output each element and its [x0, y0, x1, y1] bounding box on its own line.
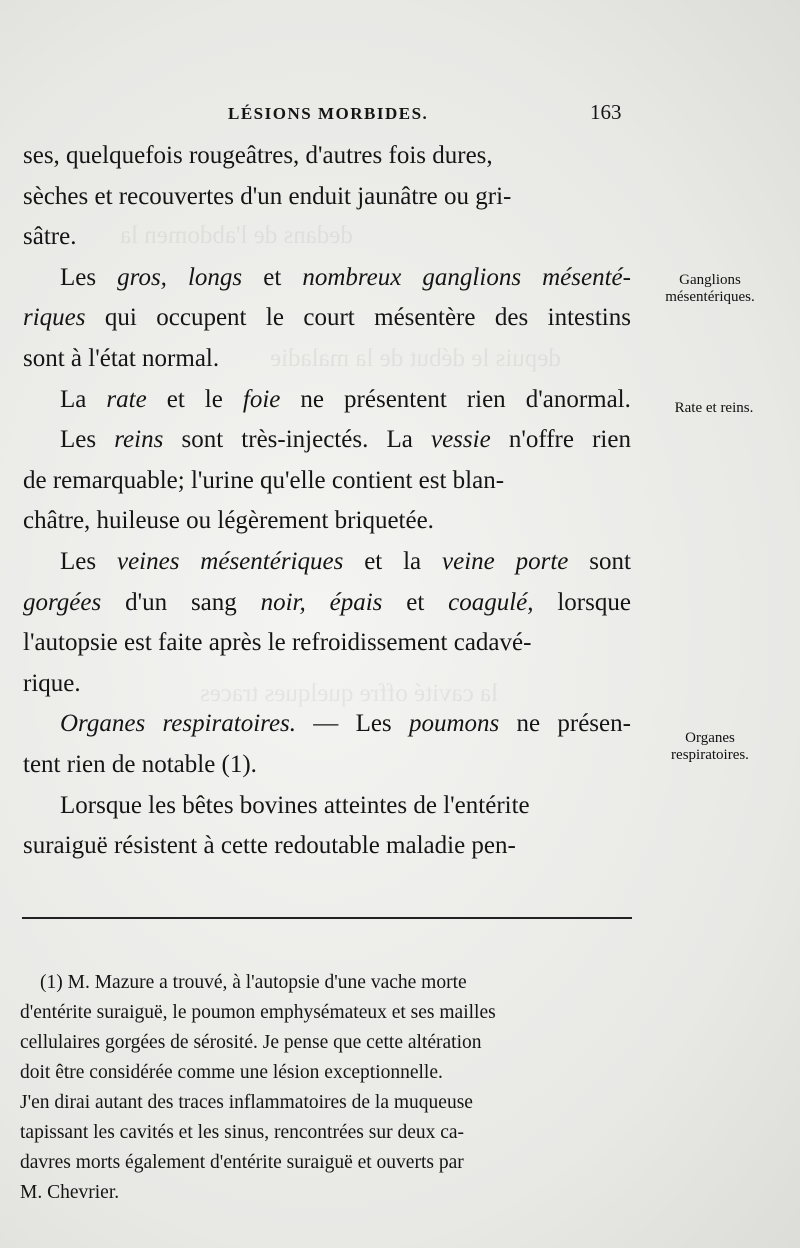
running-title: LÉSIONS MORBIDES.	[228, 104, 429, 123]
margin-note-organes	[640, 730, 780, 764]
show-through-text: la cavité offre quelques traces	[200, 680, 498, 707]
text-line-italic-terms: riques qui occupent le court mésentère des intestins	[23, 304, 631, 332]
text-line: sèches et recouvertes d'un enduit jaunâtre ou gri-	[23, 182, 512, 210]
footnote-line: (1) M. Mazure a trouvé, à l'autopsie d'une vache morte	[40, 972, 467, 993]
text-line-italic-terms: Les gros, longs et nombreux ganglions mésenté-	[60, 263, 631, 291]
text-line-italic-terms: gorgées d'un sang noir, épais et coagulé, lorsque	[23, 588, 631, 616]
text-line: de remarquable; l'urine qu'elle contient est blan-	[23, 466, 505, 494]
margin-note-line: respiratoires.	[671, 747, 749, 763]
show-through-text: dedans de l'abdomen la	[120, 222, 353, 249]
footnote-line: davres morts également d'entérite suraiguë et ouverts par	[20, 1152, 464, 1173]
margin-note-ganglions	[640, 272, 780, 306]
page-number: 163	[590, 100, 622, 124]
text-line: sont à l'état normal.	[23, 344, 220, 372]
text-line: l'autopsie est faite après le refroidissement cadavé-	[23, 629, 532, 657]
text-line: rique.	[23, 669, 81, 697]
footnote-rule	[22, 917, 632, 919]
text-line-italic-terms: Les veines mésentériques et la veine porte sont	[60, 547, 631, 575]
text-line: suraiguë résistent à cette redoutable maladie pen-	[23, 832, 516, 860]
text-line-italic-terms: Organes respiratoires. — Les poumons ne présen-	[60, 710, 631, 738]
footnote-line: tapissant les cavités et les sinus, rencontrées sur deux ca-	[20, 1122, 465, 1143]
footnote-line: M. Chevrier.	[20, 1182, 120, 1203]
text-line: Lorsque les bêtes bovines atteintes de l'entérite	[60, 791, 530, 819]
margin-note-rate	[644, 400, 784, 417]
show-through-text: depuis le début de la maladie	[270, 345, 561, 372]
text-line: châtre, huileuse ou légèrement briquetée.	[23, 507, 434, 535]
text-line-italic-terms: La rate et le foie ne présentent rien d'anormal.	[60, 385, 631, 413]
text-line: tent rien de notable (1).	[23, 750, 257, 778]
margin-note-line: Rate et reins.	[674, 400, 754, 416]
margin-note-line: Organes	[685, 730, 735, 746]
margin-note-line: mésentériques.	[665, 289, 755, 305]
text-line-italic-terms: Les reins sont très-injectés. La vessie n'offre rien	[60, 426, 631, 454]
page-header	[0, 100, 800, 128]
text-line: ses, quelquefois rougeâtres, d'autres fois dures,	[23, 142, 493, 169]
body-text	[23, 136, 631, 867]
footnote-line: cellulaires gorgées de sérosité. Je pense que cette altération	[20, 1032, 482, 1053]
footnote	[20, 968, 634, 1208]
footnote-line: J'en dirai autant des traces inflammatoires de la muqueuse	[20, 1092, 473, 1113]
text-line: sâtre.	[23, 223, 77, 251]
footnote-line: d'entérite suraiguë, le poumon emphysémateux et ses mailles	[20, 1002, 496, 1023]
footnote-line: doit être considérée comme une lésion exceptionnelle.	[20, 1062, 443, 1083]
margin-note-line: Ganglions	[679, 272, 741, 288]
